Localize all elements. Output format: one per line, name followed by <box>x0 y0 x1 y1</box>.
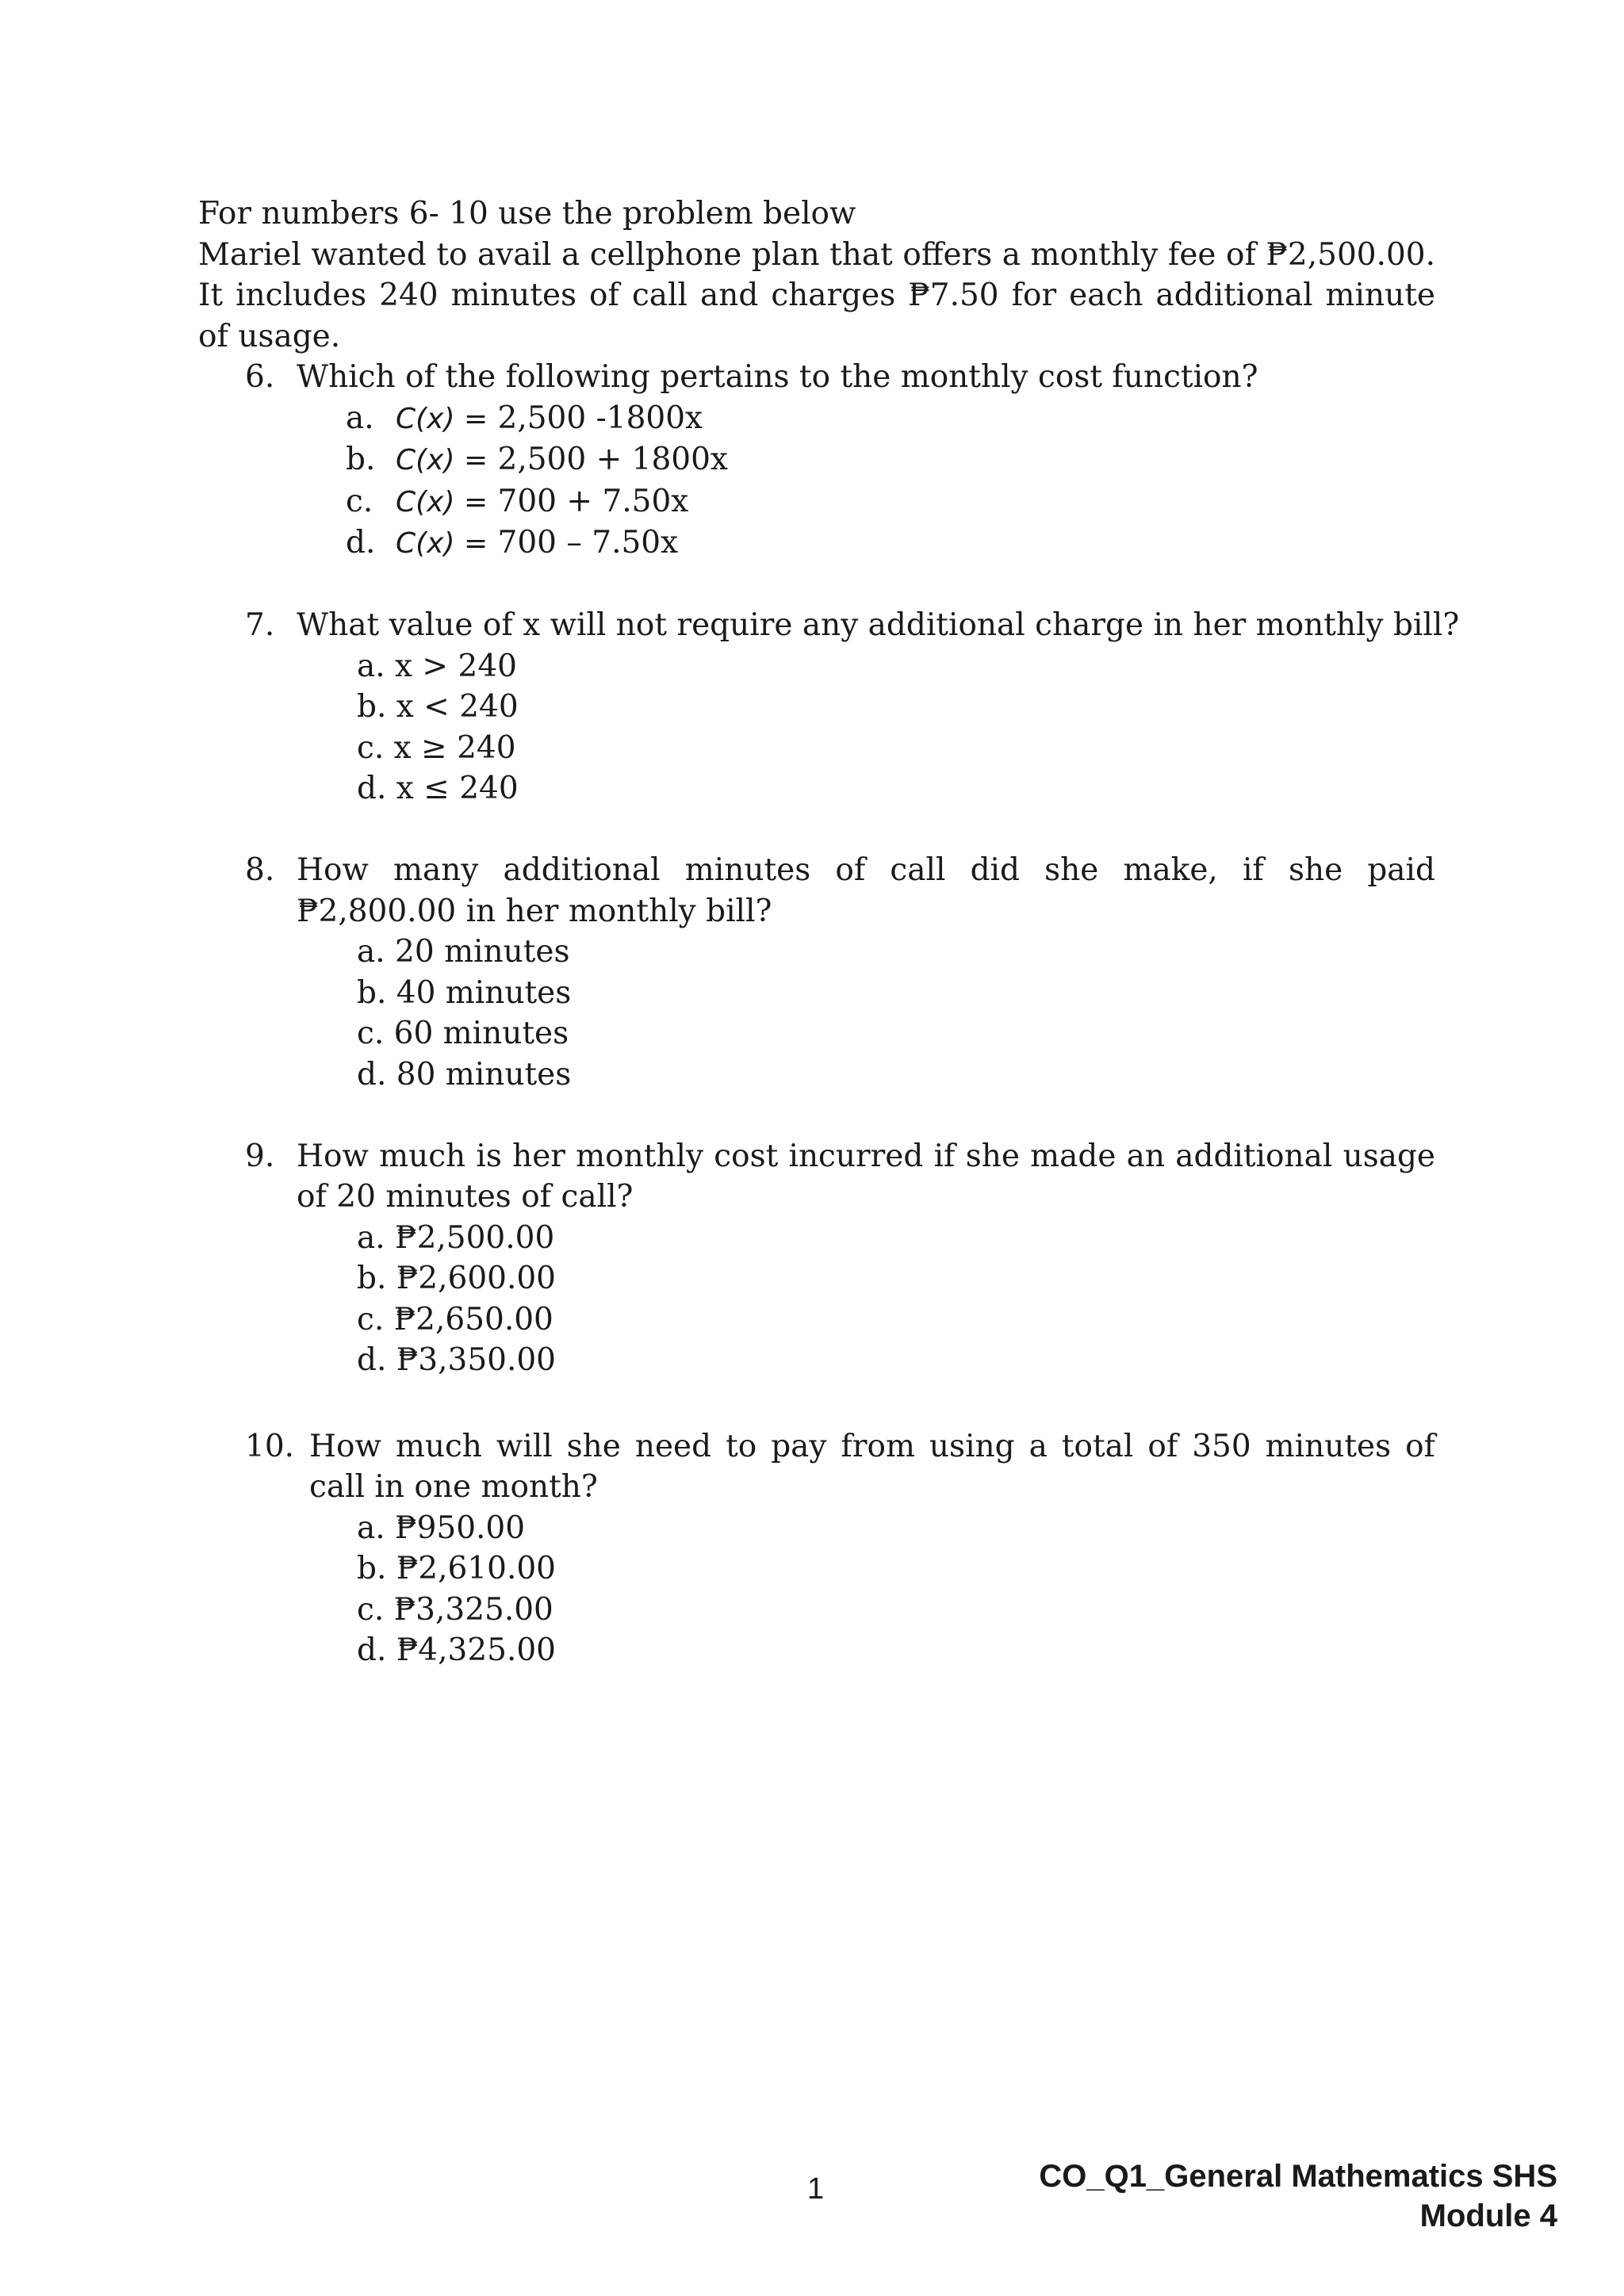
spacer <box>198 1381 1435 1426</box>
option-c[interactable]: c. 60 minutes <box>357 1016 569 1051</box>
option-b[interactable]: b. 40 minutes <box>357 974 572 1011</box>
question-number: 10. <box>245 1428 295 1464</box>
option-expression: 700 – 7.50x <box>488 525 679 561</box>
question-text: Which of the following pertains to the monthly cost function? <box>297 359 1258 395</box>
option-c[interactable] <box>198 481 1435 523</box>
option-d[interactable] <box>198 522 1435 564</box>
options-list <box>198 398 1435 564</box>
question-text: How much is her monthly cost incurred if she made an additional usage of 20 minutes of call? <box>297 1138 1435 1215</box>
spacer <box>198 1095 1435 1136</box>
option-d[interactable]: d. ₱4,325.00 <box>357 1632 556 1668</box>
option-c[interactable]: c. ₱2,650.00 <box>357 1301 553 1337</box>
option-c[interactable]: c. ₱3,325.00 <box>357 1591 553 1628</box>
option-c[interactable]: c. x ≥ 240 <box>357 729 516 766</box>
option-d[interactable]: d. x ≤ 240 <box>357 771 519 806</box>
option-b[interactable]: b. x < 240 <box>357 689 519 725</box>
question-number: 9. <box>245 1138 275 1174</box>
spacer <box>198 809 1435 851</box>
function-name: C(x) <box>396 402 455 435</box>
option-a[interactable]: a. 20 minutes <box>357 934 570 970</box>
question-number: 8. <box>245 852 275 888</box>
worksheet-page <box>198 193 1460 1671</box>
question-10 <box>198 1426 1435 1508</box>
equals-sign: = <box>454 527 488 560</box>
question-text: How much will she need to pay from using a total of 350 minutes of call in one month? <box>309 1428 1435 1505</box>
option-a[interactable] <box>198 398 1435 440</box>
option-expression: 2,500 + 1800x <box>488 442 728 477</box>
option-letter: b. <box>346 442 376 477</box>
option-b[interactable]: b. ₱2,610.00 <box>357 1551 556 1586</box>
equals-sign: = <box>454 402 488 435</box>
function-name: C(x) <box>396 527 455 560</box>
function-name: C(x) <box>396 485 455 519</box>
problem-statement: Mariel wanted to avail a cellphone plan that offers a monthly fee of ₱2,500.00. It includes 240 minutes of call and charges ₱7.50 for each additional minute of usage. <box>198 236 1435 354</box>
option-d[interactable]: d. 80 minutes <box>357 1056 572 1093</box>
option-d[interactable]: d. ₱3,350.00 <box>357 1342 556 1378</box>
module-label-line1: CO_Q1_General Mathematics SHS <box>1039 2159 1557 2194</box>
option-a[interactable]: a. ₱950.00 <box>357 1510 526 1546</box>
question-8 <box>198 850 1435 932</box>
option-a[interactable]: a. x > 240 <box>357 648 517 684</box>
spacer <box>198 564 1435 606</box>
question-text: What value of x will not require any additional charge in her monthly bill? <box>297 607 1460 643</box>
option-letter: a. <box>346 400 374 436</box>
module-label-line2: Module 4 <box>1419 2198 1557 2233</box>
question-9 <box>198 1136 1435 1218</box>
options-list <box>198 1218 1435 1381</box>
question-text: How many additional minutes of call did she make, if she paid ₱2,800.00 in her monthly bill? <box>297 852 1435 929</box>
question-number: 7. <box>245 607 275 643</box>
option-expression: 2,500 -1800x <box>488 400 703 436</box>
option-b[interactable]: b. ₱2,600.00 <box>357 1261 556 1296</box>
options-list <box>198 932 1435 1095</box>
equals-sign: = <box>454 444 488 476</box>
question-number: 6. <box>245 359 275 395</box>
option-a[interactable]: a. ₱2,500.00 <box>357 1219 555 1256</box>
module-label <box>1039 2156 1557 2236</box>
option-b[interactable] <box>198 439 1435 481</box>
options-list <box>198 646 1435 809</box>
question-6 <box>198 357 1435 398</box>
options-list <box>198 1508 1435 1671</box>
option-letter: c. <box>346 483 373 519</box>
equals-sign: = <box>454 485 488 519</box>
question-7 <box>198 605 1460 646</box>
option-expression: 700 + 7.50x <box>488 483 689 519</box>
function-name: C(x) <box>396 444 455 476</box>
option-letter: d. <box>346 525 376 561</box>
page-number: 1 <box>807 2172 825 2206</box>
instruction-text: For numbers 6- 10 use the problem below <box>198 196 856 232</box>
